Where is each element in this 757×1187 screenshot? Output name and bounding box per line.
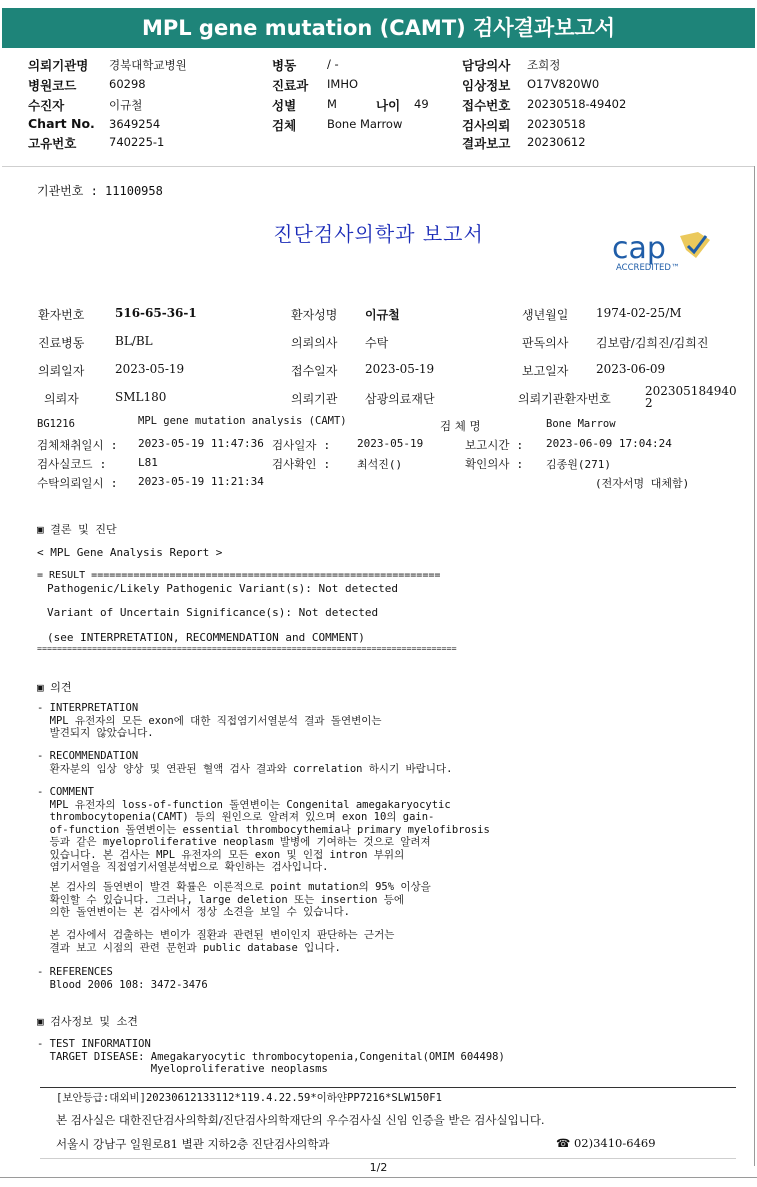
header-label-sex: 성별: [272, 98, 297, 113]
meta-label-consignment-time: 수탁의뢰일시 :: [37, 476, 118, 490]
interpretation-block: - INTERPRETATION MPL 유전자의 모든 exon에 대한 직접염기서열분석 결과 돌연변이는 발견되지 않았습니다.: [37, 702, 382, 739]
patient-value-receipt-date: 2023-05-19: [365, 362, 435, 376]
header-label-attending-doctor: 담당의사: [462, 58, 511, 73]
patient-value-patient-no: 516-65-36-1: [115, 306, 197, 320]
cap-accredited-logo: [610, 228, 720, 276]
comment-block-3: 본 검사에서 검출하는 변이가 질환과 관련된 변이인지 판단하는 근거는 결과 보고 시점의 관련 문헌과 public database 입니다.: [49, 929, 395, 954]
cap-logo-subtext: ACCREDITED™: [616, 263, 680, 273]
test-name: MPL gene mutation analysis (CAMT): [138, 415, 347, 427]
meta-label-collection-time: 검체채취일시 :: [37, 438, 118, 452]
meta-label-confirming-doctor: 확인의사 :: [465, 457, 524, 471]
meta-label-test-confirmer: 검사확인 :: [272, 457, 331, 471]
patient-label-requesting-doctor: 의뢰의사: [291, 336, 338, 350]
institution-number: 기관번호 : 11100958: [37, 184, 163, 198]
patient-label-reading-doctor: 판독의사: [522, 336, 569, 350]
header-value-age: 49: [414, 97, 429, 111]
patient-label-ward: 진료병동: [38, 336, 85, 350]
header-label-clinical-info: 임상정보: [462, 78, 511, 93]
cap-logo-text: cap: [612, 231, 666, 266]
meta-value-lab-code: L81: [138, 456, 158, 469]
meta-label-test-date: 검사일자 :: [272, 438, 331, 452]
patient-value-ward: BL/BL: [115, 334, 153, 348]
meta-value-report-time: 2023-06-09 17:04:24: [546, 437, 672, 450]
result-uncertain-variants: Variant of Uncertain Significance(s): Not detected: [47, 606, 379, 619]
specimen-name-label: 검 체 명: [440, 419, 481, 433]
section-test-information: ▣ 검사정보 및 소견: [37, 1015, 138, 1028]
report-title: 진단검사의학과 보고서: [273, 222, 484, 246]
header-label-requesting-institution: 의뢰기관명: [28, 58, 89, 73]
section-conclusion-diagnosis: ▣ 결론 및 진단: [37, 523, 117, 536]
patient-value-report-date: 2023-06-09: [596, 362, 666, 376]
header-value-test-request: 20230518: [527, 117, 586, 131]
header-label-chart-no: Chart No.: [28, 116, 95, 131]
result-divider-end: ====================================================================================: [37, 643, 457, 653]
header-label-examinee: 수진자: [28, 98, 65, 113]
page-number: 1/2: [369, 1161, 388, 1174]
patient-value-birthdate: 1974-02-25/M: [596, 306, 682, 320]
patient-label-request-date: 의뢰일자: [38, 364, 85, 378]
header-value-attending-doctor: 조희정: [527, 58, 561, 72]
meta-label-lab-code: 검사실코드 :: [37, 457, 107, 471]
header-value-sex: M: [327, 97, 337, 111]
header-label-result-report: 결과보고: [462, 136, 511, 151]
meta-value-consignment-time: 2023-05-19 11:21:34: [138, 475, 264, 488]
patient-value-requester: SML180: [115, 390, 167, 404]
header-value-hospital-code: 60298: [109, 77, 146, 91]
header-label-test-request: 검사의뢰: [462, 118, 511, 133]
header-label-department: 진료과: [272, 78, 309, 93]
report-banner-title: MPL gene mutation (CAMT) 검사결과보고서: [2, 8, 755, 48]
comment-block: - COMMENT MPL 유전자의 loss-of-function 돌연변이는 Congenital amegakaryocytic thrombocytopenia(CAMT) 등의 원인으로 알려져 있으며 exon 10의 gain- of-function 돌연변이는 essential thrombocythemia나 primary myelofibrosis 등과 같은 myeloproliferative neoplasm 발병에 기여하는 것으로 알려져 있습니다. 본 검사는 MPL 유전자의 모든 exon 및 인접 intron 부위의 염기서열을 직접염기서열분석법으로 확인하는 검사입니다.: [37, 786, 490, 873]
meta-value-test-date: 2023-05-19: [357, 437, 424, 450]
header-value-receipt-no: 20230518-49402: [527, 97, 627, 111]
recommendation-block: - RECOMMENDATION 환자분의 임상 양상 및 연관된 혈액 검사 결과와 correlation 하시기 바랍니다.: [37, 750, 453, 775]
references-block: - REFERENCES Blood 2006 108: 3472-3476: [37, 966, 208, 991]
header-value-examinee: 이규철: [109, 98, 143, 112]
security-line: [보안등급:대외비]20230612133112*119.4.22.59*이하얀PP7216*SLW150F1: [56, 1092, 442, 1104]
header-value-requesting-institution: 경북대학교병원: [109, 58, 187, 72]
meta-value-confirming-doctor: 김종원(271): [546, 458, 611, 471]
meta-value-test-confirmer: 최석진(): [357, 458, 403, 471]
patient-value-institution-patient-no: 202305184940: [645, 384, 737, 398]
header-value-result-report: 20230612: [527, 135, 586, 149]
header-label-ward: 병동: [272, 58, 297, 73]
meta-label-report-time: 보고시간 :: [465, 438, 524, 452]
e-signature-note: (전자서명 대체함): [595, 477, 690, 490]
header-value-department: IMHO: [327, 77, 359, 91]
section-opinion: ▣ 의견: [37, 681, 72, 694]
patient-label-patient-no: 환자번호: [38, 308, 85, 322]
patient-label-patient-name: 환자성명: [291, 308, 338, 322]
patient-value-requesting-doctor: 수탁: [365, 336, 389, 350]
lab-address: 서울시 강남구 일원로81 별관 지하2층 진단검사의학과: [56, 1137, 330, 1151]
patient-label-report-date: 보고일자: [522, 364, 569, 378]
comment-block-2: 본 검사의 돌연변이 발견 확률은 이론적으로 point mutation의 95% 이상을 확인할 수 있습니다. 그러나, large deletion 또는 insertion 등에 의한 돌연변이는 본 검사에서 정상 소견을 보일 수 있습니다.: [49, 881, 431, 918]
analysis-report-heading: < MPL Gene Analysis Report >: [37, 546, 223, 559]
header-label-receipt-no: 접수번호: [462, 98, 511, 113]
header-value-ward: / -: [327, 57, 339, 71]
header-label-hospital-code: 병원코드: [28, 78, 77, 93]
specimen-name-value: Bone Marrow: [546, 418, 616, 430]
patient-label-receipt-date: 접수일자: [291, 364, 338, 378]
footer-divider: [40, 1087, 736, 1088]
test-information-block: - TEST INFORMATION TARGET DISEASE: Amegakaryocytic thrombocytopenia,Congenital(OMIM 604498) Myeloproliferative neoplasms: [37, 1038, 505, 1075]
header-value-unique-no: 740225-1: [109, 135, 165, 149]
result-divider-start: = RESULT ==========================================================: [37, 570, 441, 581]
patient-value-requesting-institution: 삼광의료재단: [365, 392, 435, 406]
patient-value-institution-patient-no-wrap: 2: [645, 396, 653, 410]
patient-label-requesting-institution: 의뢰기관: [291, 392, 338, 406]
header-label-age: 나이: [376, 98, 401, 113]
header-value-clinical-info: O17V820W0: [527, 77, 600, 91]
certification-statement: 본 검사실은 대한진단검사의학회/진단검사의학재단의 우수검사실 신임 인증을 받은 검사실입니다.: [56, 1113, 545, 1127]
header-label-specimen: 검체: [272, 118, 297, 133]
footer-rule: [40, 1158, 736, 1159]
patient-value-reading-doctor: 김보람/김희진/김희진: [596, 336, 709, 350]
meta-value-collection-time: 2023-05-19 11:47:36: [138, 437, 264, 450]
bottom-border: [0, 1177, 757, 1178]
lab-phone: ☎ 02)3410-6469: [556, 1136, 656, 1150]
patient-label-birthdate: 생년월일: [522, 308, 569, 322]
result-see-note: (see INTERPRETATION, RECOMMENDATION and COMMENT): [47, 631, 365, 644]
test-code: BG1216: [37, 418, 75, 430]
patient-label-institution-patient-no: 의뢰기관환자번호: [518, 392, 611, 406]
result-pathogenic-variants: Pathogenic/Likely Pathogenic Variant(s): Not detected: [47, 582, 398, 595]
patient-value-request-date: 2023-05-19: [115, 362, 185, 376]
header-value-chart-no: 3649254: [109, 117, 161, 131]
header-value-specimen: Bone Marrow: [327, 117, 403, 131]
header-label-unique-no: 고유번호: [28, 136, 77, 151]
patient-label-requester: 의뢰자: [44, 392, 79, 406]
patient-value-patient-name: 이규철: [365, 308, 400, 322]
